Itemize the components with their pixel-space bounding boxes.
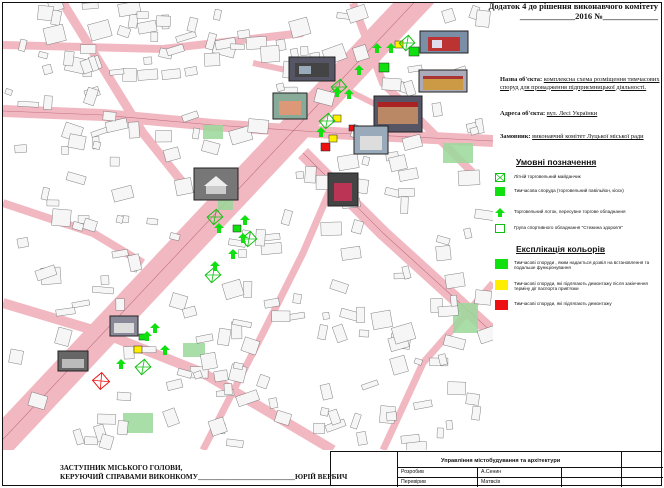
red-swatch (495, 300, 508, 310)
title-block (330, 451, 662, 486)
photo-shop (279, 101, 301, 115)
legend-item-stall (494, 208, 662, 220)
building (321, 222, 342, 236)
building (341, 246, 362, 260)
department-name: Управління містобудування та архітектури (441, 458, 561, 464)
building (466, 393, 480, 406)
client-label: Замовник: (500, 133, 531, 140)
legend-label: Тимчасова споруда (торговельний павільйон, кіоск) (514, 188, 624, 193)
building (97, 414, 115, 424)
green-box-icon (495, 187, 505, 196)
developer-role: Розробив (401, 469, 424, 475)
city-map[interactable] (3, 3, 493, 450)
building (238, 249, 246, 257)
photo-kiosk[interactable] (420, 31, 468, 53)
attachment-title: Додаток 4 до рішення виконавчого комітету (488, 1, 658, 11)
client-info (500, 133, 660, 141)
color-label: Тимчасові споруди , яким надається дозвіл на встановлення та подальше функціонування (514, 260, 650, 271)
building (314, 423, 325, 433)
photo-shop (423, 78, 463, 90)
address-info (500, 110, 660, 118)
building (260, 45, 280, 62)
building (37, 5, 54, 21)
address-label: Адреса об'єкта: (500, 110, 546, 117)
legend-label: Літній торговельний майданчик (514, 174, 581, 179)
building (137, 69, 158, 81)
legend-label: Торговельний лоток, пересувне торгове обладнання (514, 209, 626, 214)
building (110, 157, 119, 166)
legend-item-kiosk (494, 187, 662, 199)
building (137, 12, 149, 19)
building (9, 349, 24, 365)
building (162, 69, 181, 80)
building (436, 245, 452, 261)
building (18, 101, 39, 107)
photo-shop (360, 136, 382, 150)
photo-kiosk[interactable] (419, 70, 467, 92)
building (15, 145, 27, 153)
building (101, 276, 109, 285)
building (52, 209, 72, 227)
green-area (443, 143, 473, 163)
building (82, 3, 98, 9)
photo-awning (378, 102, 418, 107)
building (398, 188, 414, 197)
building (151, 32, 158, 42)
building (255, 229, 265, 246)
signature-line2: КЕРУЮЧИЙ СПРАВАМИ ВИКОНКОМУ___________________________ЮРІЙ ВЕРБИЧ (60, 473, 348, 481)
photo-window (432, 40, 442, 48)
legend-title: Умовні позначення (516, 157, 597, 167)
building (200, 352, 217, 370)
cross-box-icon (495, 173, 505, 182)
building (224, 383, 232, 394)
color-item-yellow (494, 280, 662, 296)
building (243, 281, 252, 297)
building (356, 431, 367, 445)
kiosk-marker[interactable] (321, 143, 330, 151)
building (356, 307, 364, 322)
building (237, 30, 250, 39)
building (47, 200, 59, 206)
green-area (203, 125, 223, 139)
building (68, 134, 87, 150)
checker-name: Матвєїв (481, 479, 501, 485)
building (123, 68, 137, 81)
photo-kiosk[interactable] (110, 316, 138, 336)
building (116, 215, 124, 223)
checker-role: Перевірив (401, 479, 426, 485)
building (447, 382, 465, 395)
building (432, 103, 443, 117)
building (80, 45, 95, 54)
building (204, 53, 220, 66)
building (129, 122, 140, 138)
photo-shop (378, 106, 418, 124)
colors-legend-title: Експлікація кольорів (516, 244, 606, 254)
color-item-green (494, 259, 662, 275)
developer-name: А.Сенин (481, 469, 502, 475)
building (44, 96, 53, 110)
building (296, 171, 304, 178)
building (272, 311, 290, 322)
building (62, 146, 69, 154)
building (103, 111, 116, 121)
kiosk-marker[interactable] (233, 225, 241, 232)
building (371, 310, 393, 330)
signature-line1: ЗАСТУПНИК МІСЬКОГО ГОЛОВИ, (60, 464, 183, 472)
building (305, 166, 317, 183)
photo-kiosk[interactable] (354, 126, 388, 154)
color-label: Тимчасові споруди, які підлягають демонтажу після закінчення терміну дії паспорта прив'язки (514, 281, 648, 292)
building (230, 44, 244, 50)
building (475, 10, 490, 28)
address-value: вул. Лесі Українки (546, 110, 598, 117)
building (323, 312, 330, 319)
outline-box-icon (495, 224, 505, 233)
building (474, 290, 491, 306)
legend-label: Група спортивного обладнання "Стежина здоров'я" (514, 225, 623, 230)
photo-kiosk[interactable] (289, 57, 335, 81)
building (269, 398, 278, 409)
building (438, 305, 459, 317)
building (386, 412, 396, 421)
building (471, 406, 480, 420)
kiosk-marker[interactable] (395, 41, 403, 48)
photo-window (299, 66, 311, 74)
building (450, 295, 457, 306)
photo-kiosk[interactable] (328, 173, 358, 206)
color-item-red (494, 300, 662, 312)
building (382, 78, 401, 91)
photo-awning (423, 76, 463, 79)
kiosk-marker[interactable] (409, 47, 419, 56)
green-swatch (495, 259, 508, 269)
yellow-swatch (495, 280, 508, 290)
building (458, 170, 480, 186)
building (174, 177, 193, 195)
client-value: виконавчий комітет Луцької міської ради (532, 133, 644, 140)
photo-shop (206, 186, 226, 194)
building (214, 370, 229, 382)
kiosk-marker[interactable] (329, 135, 337, 142)
building (63, 51, 74, 66)
photo-shop (62, 359, 84, 368)
building (300, 46, 308, 55)
legend-item-sport (494, 224, 662, 236)
photo-kiosk[interactable] (58, 351, 88, 371)
building (144, 57, 152, 65)
building (147, 218, 158, 225)
building (446, 420, 453, 429)
object-info (500, 76, 660, 91)
building (293, 294, 302, 304)
building (85, 437, 98, 445)
building (117, 392, 131, 401)
building (248, 119, 269, 134)
color-label: Тимчасові споруди, які підлягають демонтажу (514, 301, 612, 306)
building (124, 346, 135, 359)
building (156, 16, 170, 27)
building (92, 141, 101, 150)
photo-shop (114, 323, 134, 333)
object-label: Назва об'єкта: (500, 76, 543, 83)
building (445, 273, 466, 289)
building (217, 328, 231, 346)
photo-kiosk[interactable] (273, 93, 307, 119)
object-value: комплексна схема розміщення тимчасових споруд для провадження підприємницької діяльності. (500, 76, 660, 91)
building (156, 130, 172, 142)
building (17, 237, 29, 248)
attachment-number: _____________2016 №_____________ (519, 11, 658, 21)
photo-kiosk[interactable] (194, 168, 238, 200)
building (401, 197, 409, 214)
building (117, 420, 128, 435)
arrow-up-icon (495, 208, 505, 217)
legend-item-terrace (494, 173, 662, 185)
building (359, 330, 369, 337)
kiosk-marker[interactable] (379, 63, 389, 72)
photo-shop (334, 183, 352, 201)
building (116, 299, 125, 311)
kiosk-marker[interactable] (134, 346, 142, 353)
building (437, 428, 443, 438)
